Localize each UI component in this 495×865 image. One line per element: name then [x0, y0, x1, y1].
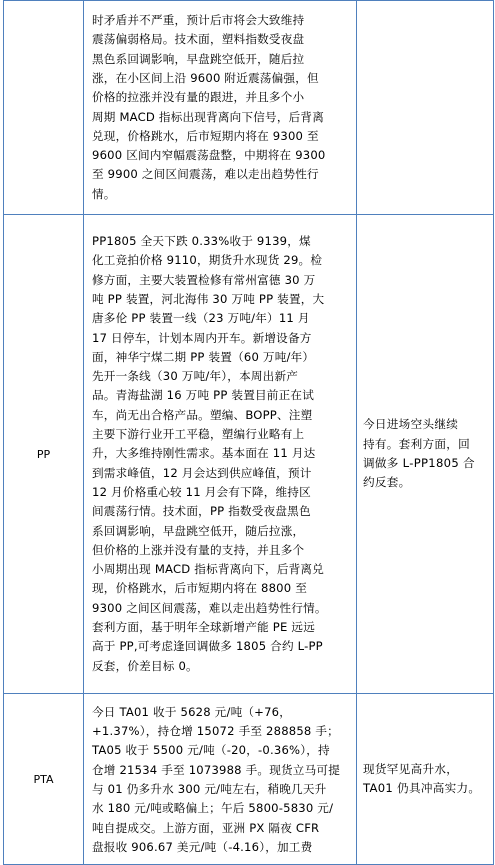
analysis-line: 升，大多维持刚性需求。基本面在 11 月达 [92, 446, 316, 461]
analysis-line: 价格的拉涨并没有量的跟进，并且多个小 [92, 90, 305, 105]
analysis-line: 反套，价差目标 0。 [92, 658, 198, 673]
analysis-line: 间震荡行情。技术面，PP 指数受夜盘黑色 [92, 504, 311, 519]
strategy-table [3, 0, 494, 865]
analysis-line: 品。青海盐湖 16 万吨 PP 装置目前正在试 [92, 388, 314, 403]
analysis-line: 唐多伦 PP 装置一线（23 万吨/年）11 月 [92, 311, 310, 326]
strategy-text [357, 760, 493, 799]
analysis-line: 至 9900 之间区间震荡，难以走出趋势性行 [92, 167, 319, 182]
analysis-line: 到需求峰值，12 月会达到供应峰值，预计 [92, 465, 312, 480]
analysis-line: TA05 收于 5500 元/吨（-20，-0.36%），持 [92, 743, 330, 758]
analysis-cell [84, 1, 357, 215]
strategy-line: 持有。套利方面，回 [363, 436, 471, 451]
analysis-line: 水 180 元/吨或略偏上；午后 5800-5830 元/ [92, 801, 334, 816]
analysis-line: 高于 PP,可考虑逢回调做多 1805 合约 L-PP [92, 639, 323, 654]
analysis-line: 12 月价格重心较 11 月会有下降，维持区 [92, 484, 311, 499]
analysis-line: PP1805 全天下跌 0.33%收于 9139，煤 [92, 234, 311, 249]
analysis-line: 小周期出现 MACD 指标背离向下，后背离兑 [92, 562, 325, 577]
analysis-line: 盘报收 906.67 美元/吨（-4.16），加工费 [92, 839, 313, 854]
variety-name: PTA [33, 772, 54, 786]
analysis-text [84, 11, 356, 204]
strategy-cell [357, 694, 494, 865]
table-row-pta [4, 694, 494, 865]
analysis-line: 涨，在小区间上沿 9600 附近震荡偏强，但 [92, 70, 319, 85]
analysis-line: 吨自提成交。上游方面，亚洲 PX 隔夜 CFR [92, 820, 320, 835]
analysis-line: 今日 TA01 收于 5628 元/吨（+76， [92, 704, 292, 719]
analysis-line: 9300 之间区间震荡，难以走出趋势性行情。 [92, 600, 327, 615]
analysis-line: 情。 [92, 186, 116, 201]
variety-cell [4, 694, 84, 865]
analysis-line: 仓增 21534 手至 1073988 手。现货立马可提 [92, 762, 340, 777]
variety-name: PP [36, 447, 51, 461]
strategy-line: 今日进场空头继续 [363, 417, 459, 432]
strategy-line: TA01 仍具冲高实力。 [363, 781, 481, 795]
analysis-line: 震荡偏弱格局。技术面，塑料指数受夜盘 [92, 32, 305, 47]
analysis-line: 兑现，价格跳水，后市短期内将在 9300 至 [92, 128, 319, 143]
variety-cell [4, 1, 84, 215]
analysis-line: 先开一条线（30 万吨/年），本周出新产 [92, 369, 299, 384]
analysis-cell [84, 694, 357, 865]
analysis-text [84, 701, 356, 857]
strategy-cell [357, 215, 494, 694]
table-row-pp [4, 215, 494, 694]
analysis-line: 车，尚无出合格产品。塑编、BOPP、注塑 [92, 407, 313, 422]
analysis-line: 面，神华宁煤二期 PP 装置（60 万吨/年） [92, 349, 315, 364]
analysis-line: 黑色系回调影响，早盘跳空低开，随后拉 [92, 51, 305, 66]
strategy-cell [357, 1, 494, 215]
strategy-line: 约反套。 [363, 475, 411, 490]
strategy-text [357, 415, 493, 492]
analysis-cell [84, 215, 357, 694]
analysis-line: 现，价格跳水，后市短期内将在 8800 至 [92, 581, 307, 596]
strategy-line: 现货罕见高升水， [363, 761, 459, 776]
analysis-line: 主要下游行业开工平稳，塑编行业略有上 [92, 427, 305, 442]
analysis-line: 化工竞拍价格 9110，期货升水现货 29。检 [92, 253, 323, 268]
analysis-line: 9600 区间内窄幅震荡盘整，中期将在 9300 [92, 148, 326, 163]
analysis-line: 套利方面，基于明年全球新增产能 PE 远远 [92, 620, 315, 635]
analysis-line: 系回调影响，早盘跳空低开，随后拉涨， [92, 523, 305, 538]
analysis-line: 吨 PP 装置，河北海伟 30 万吨 PP 装置，大 [92, 291, 325, 306]
analysis-line: 周期 MACD 指标出现背离向下信号，后背离 [92, 109, 325, 124]
analysis-line: 修方面，主要大装置检修有常州富德 30 万 [92, 272, 316, 287]
analysis-line: +1.37%），持仓增 15072 手至 288858 手； [92, 724, 339, 739]
analysis-line: 与 01 仍多升水 300 元/吨左右，稍晚几天升 [92, 782, 327, 796]
variety-cell [4, 215, 84, 694]
table-row-plastic [4, 1, 494, 215]
analysis-line: 但价格的上涨并没有量的支持，并且多个 [92, 542, 305, 557]
strategy-line: 调做多 L-PP1805 合 [363, 456, 475, 470]
analysis-text [84, 232, 356, 676]
analysis-line: 17 日停车，计划本周内开车。新增设备方 [92, 330, 312, 345]
analysis-line: 时矛盾并不严重，预计后市将会大致维持 [92, 13, 305, 28]
